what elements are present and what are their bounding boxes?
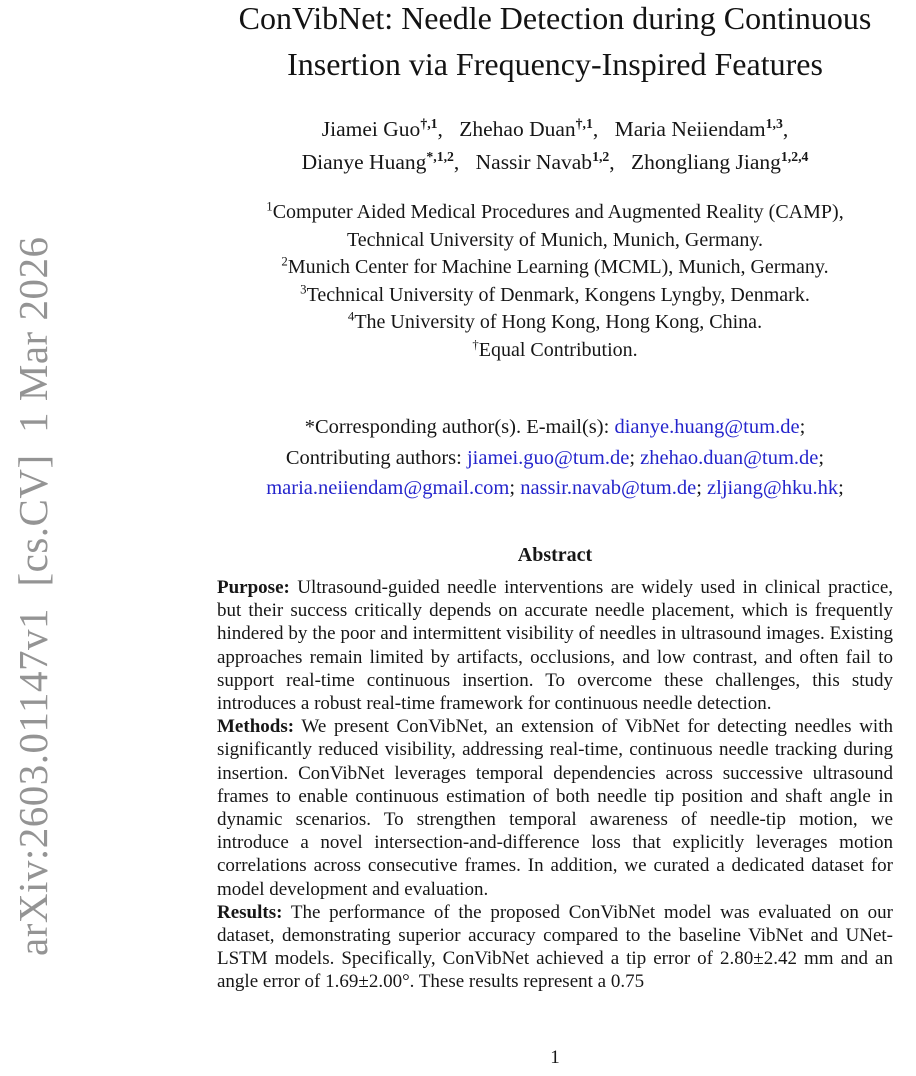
page-number: 1 — [550, 1047, 560, 1068]
purpose-label: Purpose: — [217, 577, 290, 598]
author-name: Maria Neiiendam — [614, 117, 766, 141]
paper-page — [194, 0, 916, 1076]
author-zhehao-duan — [459, 117, 598, 141]
semicolon: ; — [799, 416, 806, 438]
abstract-purpose-paragraph — [217, 576, 893, 715]
email-link-jiamei-guo[interactable]: jiamei.guo@tum.de — [466, 446, 630, 469]
affiliation-text: Equal Contribution. — [478, 338, 638, 361]
author-maria-neiiendam — [615, 117, 789, 141]
equal-contribution-line — [194, 337, 916, 365]
author-separator: , — [437, 117, 443, 141]
affiliation-line-tum — [194, 227, 916, 255]
results-label: Results: — [217, 901, 283, 923]
abstract-methods-paragraph — [217, 715, 893, 901]
affiliation-line-camp — [194, 199, 916, 227]
affiliation-superscript: 1 — [266, 199, 273, 214]
affiliation-superscript: 3 — [300, 281, 307, 296]
authors-line-1 — [194, 113, 916, 146]
author-dianye-huang — [302, 150, 460, 174]
author-superscript: †,1 — [420, 115, 438, 131]
abstract-section — [217, 543, 893, 994]
semicolon: ; — [629, 446, 641, 469]
semicolon: ; — [838, 477, 844, 499]
semicolon: ; — [509, 477, 521, 499]
author-name: Zhehao Duan — [459, 117, 576, 141]
author-name: Nassir Navab — [475, 150, 593, 174]
methods-text: We present ConVibNet, an extension of VibNet for detecting needles with significantly reduced visibility, addressing real-time, continuous needle tracking during insertion. ConVibNet leverages temporal dependencies across successive ultrasound frames to enable continuous estimation of both needle tip position and shaft angle in dynamic scenarios. To strengthen temporal awareness of needle-tip motion, we introduce a novel intersection-and-difference loss that explicitly leverages motion correlations across consecutive frames. In addition, we curated a dedicated dataset for model development and evaluation. — [217, 716, 893, 900]
authors-line-2 — [194, 146, 916, 179]
semicolon: ; — [696, 477, 708, 499]
dagger-superscript: † — [472, 336, 479, 351]
abstract-heading: Abstract — [517, 544, 593, 566]
author-nassir-navab — [476, 150, 615, 174]
methods-label: Methods: — [217, 716, 295, 738]
corresponding-prefix: *Corresponding author(s). E-mail(s): — [304, 416, 615, 438]
email-link-maria-neiiendam[interactable]: maria.neiiendam@gmail.com — [266, 477, 510, 499]
author-superscript: 1,3 — [765, 115, 783, 131]
author-separator: , — [609, 150, 615, 174]
author-superscript: †,1 — [575, 115, 593, 131]
paper-title — [194, 0, 916, 87]
purpose-text: Ultrasound-guided needle interventions are widely used in clinical practice, but their success critically depends on accurate needle placement, which is frequently hindered by the poor and intermittent visibility of needles in ultrasound images. Existing approaches remain limited by artifacts, occlusions, and low contrast, and often fail to support real-time continuous insertion. To overcome these challenges, this study introduces a robust real-time framework for continuous needle detection. — [217, 577, 893, 715]
contributing-prefix: Contributing authors: — [285, 446, 467, 469]
email-link-nassir-navab[interactable]: nassir.navab@tum.de — [520, 477, 697, 499]
author-separator: , — [453, 150, 460, 174]
affiliation-text: Technical University of Munich, Munich, Germany. — [346, 228, 764, 251]
affiliation-line-mcml — [194, 254, 916, 282]
author-separator: , — [592, 117, 599, 141]
author-name: Dianye Huang — [301, 150, 427, 174]
affiliations-block — [194, 199, 916, 364]
arxiv-watermark: arXiv:2603.01147v1 [cs.CV] 1 Mar 2026 — [10, 236, 56, 956]
author-zhongliang-jiang — [631, 150, 808, 174]
corresponding-author-line — [194, 412, 916, 443]
paper-title-line-1: ConVibNet: Needle Detection during Continuous — [238, 0, 872, 36]
email-link-zljiang[interactable]: zljiang@hku.hk — [707, 477, 839, 499]
email-link-dianye-huang[interactable]: dianye.huang@tum.de — [614, 416, 800, 438]
author-jiamei-guo — [322, 117, 443, 141]
author-separator: , — [782, 117, 789, 141]
affiliation-line-dtu — [194, 282, 916, 310]
affiliation-text: The University of Hong Kong, Hong Kong, China. — [354, 311, 763, 333]
contributing-emails-line — [194, 473, 916, 504]
affiliation-text: Computer Aided Medical Procedures and Augmented Reality (CAMP), — [272, 201, 844, 223]
author-name: Jiamei Guo — [321, 117, 421, 141]
authors-block — [194, 113, 916, 179]
abstract-results-paragraph — [217, 901, 893, 994]
affiliation-superscript: 4 — [347, 309, 355, 324]
affiliation-text: Technical University of Denmark, Kongens Lyngby, Denmark. — [306, 283, 810, 306]
affiliation-text: Munich Center for Machine Learning (MCML), Munich, Germany. — [287, 256, 829, 278]
author-superscript: 1,2 — [592, 148, 610, 164]
contact-block — [194, 412, 916, 504]
author-superscript: 1,2,4 — [780, 148, 809, 164]
affiliation-line-hku — [194, 309, 916, 337]
semicolon: ; — [818, 446, 825, 469]
page-footer — [194, 1046, 916, 1069]
affiliation-superscript: 2 — [281, 254, 288, 269]
paper-title-line-2: Insertion via Frequency-Inspired Features — [287, 46, 823, 82]
results-text: The performance of the proposed ConVibNet model was evaluated on our dataset, demonstrating superior accuracy compared to the baseline VibNet and UNet-LSTM models. Specifically, ConVibNet achieved a tip error of 2.80±2.42 mm and an angle error of 1.69±2.00°. These results represent a 0.75 — [217, 901, 893, 993]
email-link-zhehao-duan[interactable]: zhehao.duan@tum.de — [640, 446, 819, 469]
contributing-authors-line — [194, 443, 916, 474]
author-superscript: *,1,2 — [426, 148, 454, 164]
author-name: Zhongliang Jiang — [631, 150, 781, 174]
